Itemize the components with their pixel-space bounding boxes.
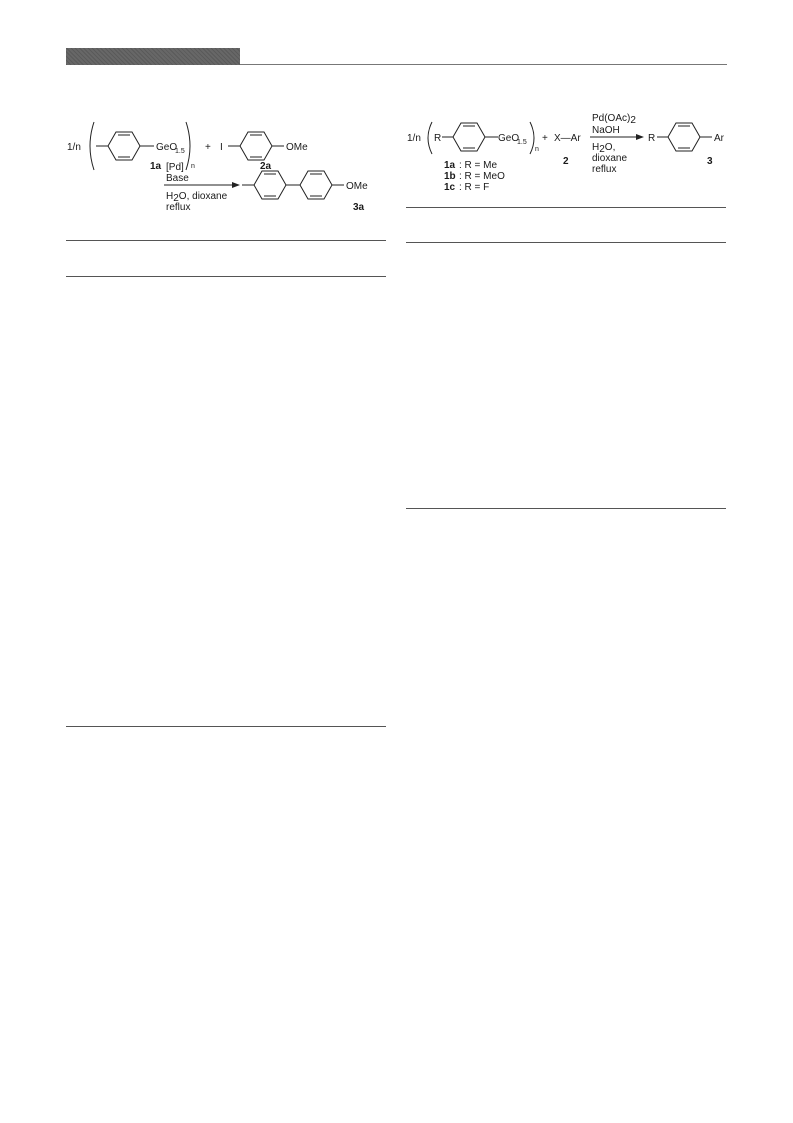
plus-sign: + (542, 133, 548, 144)
arrow-head (636, 134, 644, 140)
condition-dioxane: dioxane (592, 153, 628, 164)
bracket-close (530, 122, 534, 154)
repeat-n: n (191, 163, 195, 170)
compound-label-1a: 1a (150, 161, 162, 172)
table-rule-header-right (406, 242, 726, 243)
variant-id: 1a (444, 160, 456, 171)
repeat-n: n (535, 146, 539, 153)
benzene-ring-1 (108, 132, 140, 160)
ge-subscript: 1.5 (175, 148, 185, 155)
compound-label-2: 2 (563, 156, 569, 167)
header-rule (240, 64, 727, 65)
variant-desc: : R = Me (459, 160, 498, 171)
product-ring-2 (300, 171, 332, 199)
coefficient: 1/n (407, 133, 421, 144)
table-rule-top-right (406, 207, 726, 208)
variant-id: 1b (444, 171, 456, 182)
bracket-close (186, 122, 190, 170)
benzene-ring-product (668, 123, 700, 151)
table-rule-header-left (66, 276, 386, 277)
condition-reflux: reflux (166, 202, 191, 213)
product-ar-label: Ar (714, 133, 724, 144)
condition-base: Base (166, 173, 189, 184)
arrow-head (232, 182, 240, 188)
condition-base: NaOH (592, 125, 620, 136)
r-label: R (434, 133, 442, 144)
ge-subscript: 1.5 (517, 139, 527, 146)
bracket-open (428, 122, 432, 154)
plus-sign: + (205, 142, 211, 153)
variant-desc: : R = MeO (459, 171, 505, 182)
header-band (66, 48, 240, 65)
compound-label-3a: 3a (353, 202, 365, 213)
condition-solvent: H2O, dioxane (166, 191, 228, 204)
table-rule-bottom-left (66, 726, 386, 727)
product-ome-label: OMe (346, 181, 368, 192)
product-r-label: R (648, 133, 656, 144)
variant-id: 1c (444, 182, 456, 193)
condition-reflux: reflux (592, 164, 617, 175)
benzene-ring-reagent (453, 123, 485, 151)
bracket-open (90, 122, 94, 170)
scheme-right (402, 108, 732, 203)
coefficient: 1/n (67, 142, 81, 153)
ge-group: GeO (498, 133, 520, 144)
table-rule-top-left (66, 240, 386, 241)
ge-group: GeO (156, 142, 178, 153)
scheme-left (60, 110, 400, 235)
iodo-label: I (220, 142, 223, 153)
compound-label-2a: 2a (260, 161, 272, 172)
ome-label: OMe (286, 142, 308, 153)
condition-catalyst: [Pd] (166, 162, 184, 173)
compound-label-3: 3 (707, 156, 713, 167)
condition-catalyst: Pd(OAc)2 (592, 113, 636, 126)
variant-desc: : R = F (459, 182, 490, 193)
xar-label: X—Ar (554, 133, 581, 144)
product-ring-1 (254, 171, 286, 199)
table-rule-bottom-right (406, 508, 726, 509)
benzene-ring-2 (240, 132, 272, 160)
condition-water: H2O, (592, 142, 616, 155)
